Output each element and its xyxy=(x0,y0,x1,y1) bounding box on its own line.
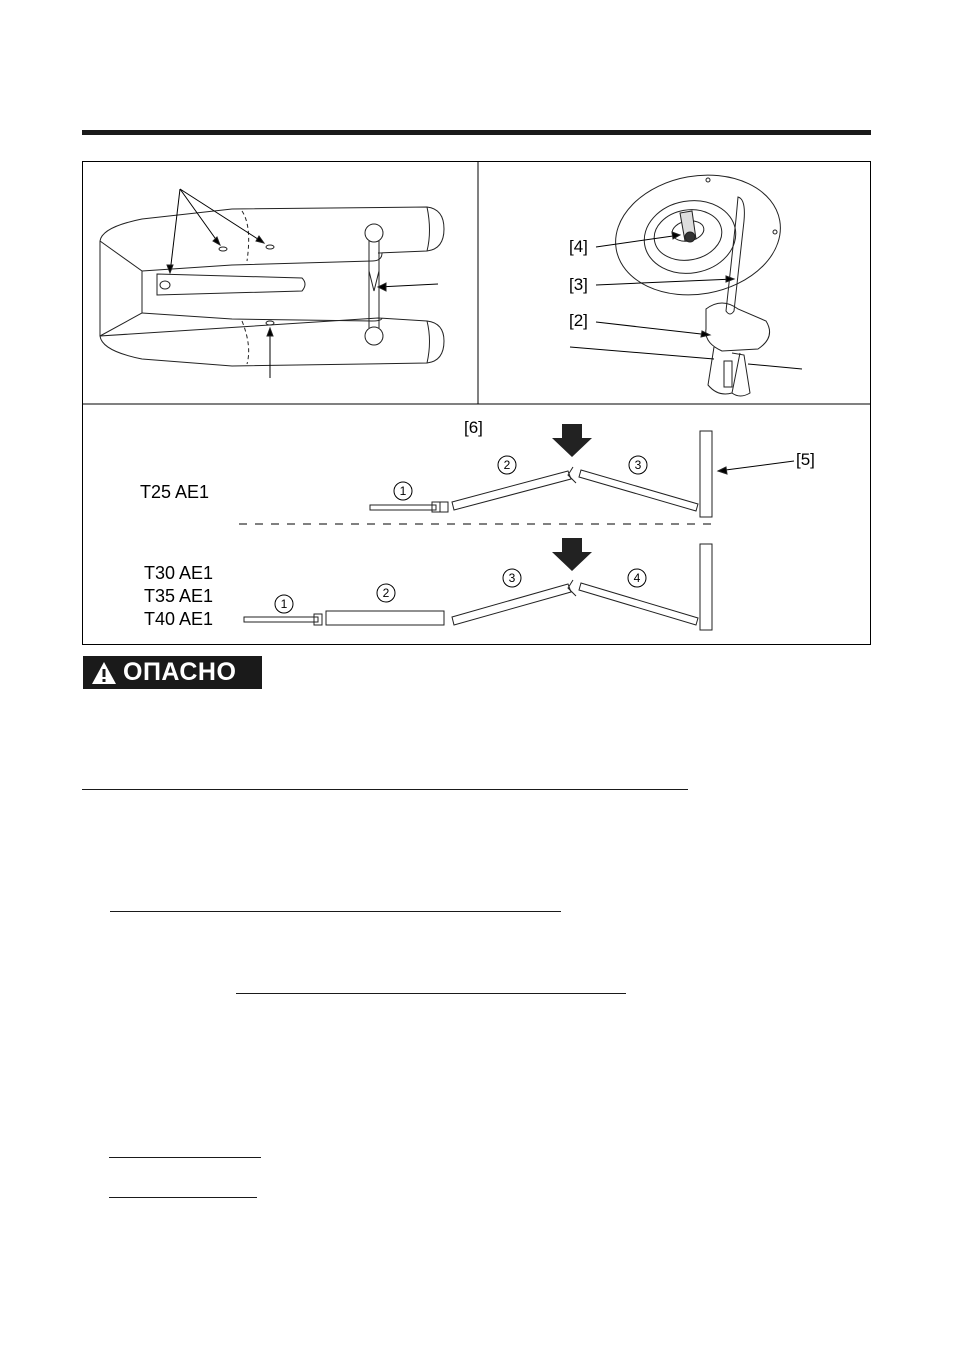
model-label-bottom-1: T30 AE1 xyxy=(144,563,214,583)
boat-top-view-illustration xyxy=(100,189,444,378)
warning-triangle-icon xyxy=(91,661,117,685)
section-rule-2 xyxy=(110,911,561,912)
panel-number-top-3: 3 xyxy=(634,458,642,472)
callout-2: [2] xyxy=(569,311,588,330)
panel-number-top-2: 2 xyxy=(503,458,511,472)
panel-number-bottom-1: 1 xyxy=(280,597,288,611)
header-rule xyxy=(82,130,871,135)
panel-number-bottom-3: 3 xyxy=(508,571,516,585)
model-label-bottom-3: T40 AE1 xyxy=(144,609,214,629)
assembly-figure xyxy=(82,161,871,645)
panel-number-top-1: 1 xyxy=(399,484,407,498)
callout-3: [3] xyxy=(569,275,588,294)
panel-number-circles-top xyxy=(275,456,647,613)
section-rule-1 xyxy=(82,789,688,790)
callout-5: [5] xyxy=(796,450,815,469)
valve-detail-illustration xyxy=(570,162,802,396)
floor-assembly-illustration xyxy=(239,424,794,630)
danger-badge xyxy=(83,656,262,689)
section-rule-5 xyxy=(109,1197,257,1198)
panel-number-bottom-2: 2 xyxy=(382,586,390,600)
callout-4: [4] xyxy=(569,237,588,256)
danger-label: ОПАСНО xyxy=(123,658,237,686)
model-label-bottom-2: T35 AE1 xyxy=(144,586,214,606)
model-label-top: T25 AE1 xyxy=(140,482,210,502)
panel-number-bottom-4: 4 xyxy=(633,571,641,585)
section-rule-4 xyxy=(109,1157,261,1158)
section-rule-3 xyxy=(236,993,626,994)
callout-6: [6] xyxy=(464,418,483,437)
